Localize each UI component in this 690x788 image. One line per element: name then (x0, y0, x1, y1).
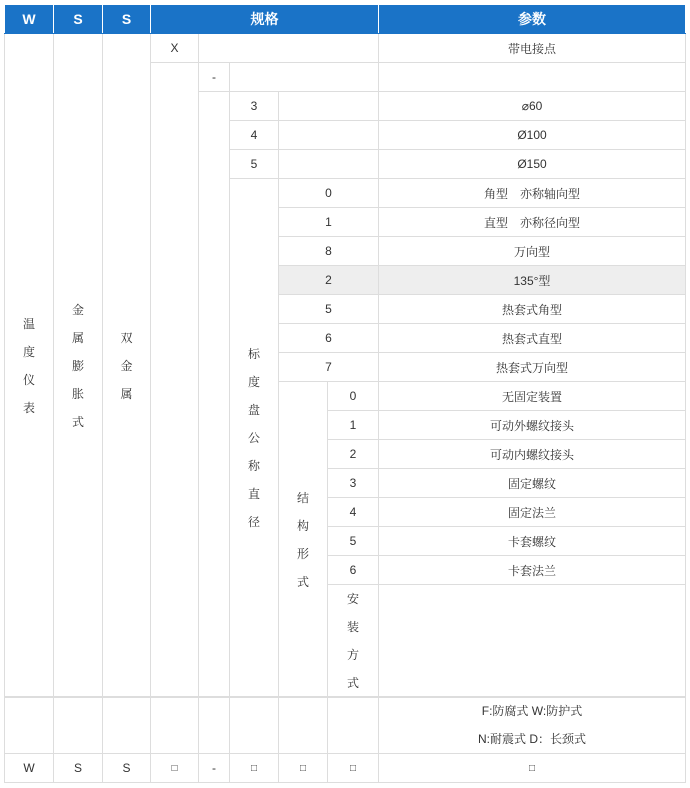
structure-desc: 135°型 (379, 266, 686, 295)
empty-cell (279, 92, 379, 121)
mounting-label: 安 装 方 式 (328, 585, 379, 698)
metal-expansion-label: 金 属 膨 胀 式 (54, 34, 103, 698)
options-table (4, 696, 686, 783)
mounting-desc: 卡套法兰 (379, 556, 686, 585)
empty-cell (151, 63, 199, 698)
contact-desc: 带电接点 (379, 34, 686, 63)
mounting-code: 6 (328, 556, 379, 585)
code-s1: S (54, 754, 103, 783)
options-row (5, 697, 686, 754)
diameter-desc: Ø150 (379, 150, 686, 179)
diameter-code: 3 (230, 92, 279, 121)
header-spec: 规格 (151, 5, 379, 34)
structure-code: 1 (279, 208, 379, 237)
mounting-desc: 固定法兰 (379, 498, 686, 527)
options-line-2: N:耐震式 D：长颈式 (477, 732, 586, 746)
structure-desc: 热套式角型 (379, 295, 686, 324)
structure-code: 5 (279, 295, 379, 324)
structure-code: 2 (279, 266, 379, 295)
mounting-desc: 可动外螺纹接头 (379, 411, 686, 440)
header-w: W (5, 5, 54, 34)
structure-desc: 直型 亦称径向型 (379, 208, 686, 237)
diameter-code: 5 (230, 150, 279, 179)
mounting-desc: 无固定装置 (379, 382, 686, 411)
bimetal-label: 双 金 属 (103, 34, 151, 698)
diameter-code: 4 (230, 121, 279, 150)
empty-cell (279, 150, 379, 179)
empty-cell (230, 697, 279, 754)
diameter-desc: ⌀60 (379, 92, 686, 121)
options-line-1: F:防腐式 W:防护式 (481, 704, 583, 718)
diameter-label: 标 度 盘 公 称 直 径 (230, 179, 279, 698)
code-dash: - (199, 754, 230, 783)
structure-desc: 热套式直型 (379, 324, 686, 353)
empty-cell (54, 697, 103, 754)
structure-label: 结 构 形 式 (279, 382, 328, 698)
code-option-box: □ (379, 754, 686, 783)
structure-desc: 角型 亦称轴向型 (379, 179, 686, 208)
header-param: 参数 (379, 5, 686, 34)
empty-cell (199, 697, 230, 754)
contact-code: X (151, 34, 199, 63)
mounting-code: 4 (328, 498, 379, 527)
structure-code: 0 (279, 179, 379, 208)
mounting-desc: 卡套螺纹 (379, 527, 686, 556)
empty-cell (230, 63, 379, 92)
code-structure-box: □ (279, 754, 328, 783)
mounting-code: 2 (328, 440, 379, 469)
empty-cell (199, 92, 230, 698)
diameter-desc: Ø100 (379, 121, 686, 150)
table-row (5, 34, 686, 63)
options-desc (379, 697, 686, 754)
structure-desc: 万向型 (379, 237, 686, 266)
mounting-desc: 可动内螺纹接头 (379, 440, 686, 469)
mounting-code: 5 (328, 527, 379, 556)
empty-cell (5, 697, 54, 754)
mounting-code: 3 (328, 469, 379, 498)
empty-cell (199, 34, 379, 63)
header-s1: S (54, 5, 103, 34)
empty-cell (151, 697, 199, 754)
empty-cell (103, 697, 151, 754)
empty-cell (279, 697, 328, 754)
mounting-desc: 固定螺纹 (379, 469, 686, 498)
empty-cell (328, 697, 379, 754)
code-contact-box: □ (151, 754, 199, 783)
header-row (5, 5, 686, 34)
structure-code: 8 (279, 237, 379, 266)
empty-cell (379, 585, 686, 698)
code-w: W (5, 754, 54, 783)
empty-cell (379, 63, 686, 92)
model-spec-table (4, 4, 686, 698)
structure-desc: 热套式万向型 (379, 353, 686, 382)
empty-cell (279, 121, 379, 150)
code-diameter-box: □ (230, 754, 279, 783)
header-s2: S (103, 5, 151, 34)
code-s2: S (103, 754, 151, 783)
model-code-row (5, 754, 686, 783)
dash-code: - (199, 63, 230, 92)
structure-code: 6 (279, 324, 379, 353)
structure-code: 7 (279, 353, 379, 382)
mounting-code: 1 (328, 411, 379, 440)
code-mounting-box: □ (328, 754, 379, 783)
meter-type-label: 温 度 仪 表 (5, 34, 54, 698)
mounting-code: 0 (328, 382, 379, 411)
